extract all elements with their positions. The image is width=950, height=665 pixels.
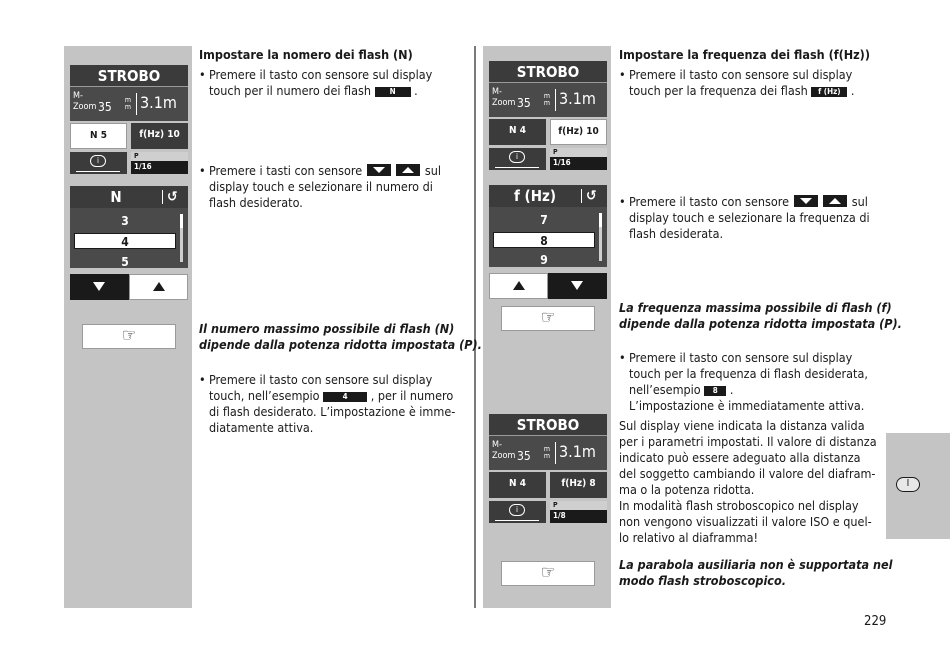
right-paragraph: Sul display viene indicata la distanza valida per i parametri impostati. Il valore di distanza indicato può essere adeguato alla distanza del soggetto cambiando il valore del diafram- ma o la potenza ridotta. In modalità flash stroboscopico nel display non vengono visualizzati il valore ISO e quel- lo relativo al diaframma! <box>619 418 877 545</box>
frequency-button[interactable]: f(Hz) 8 <box>550 472 607 498</box>
n-count-button[interactable]: N 4 <box>489 472 546 498</box>
strobo-display-1 <box>70 65 188 174</box>
frequency-key-icon: f (Hz) <box>811 87 847 97</box>
right-heading: Impostare la frequenza dei flash (f(Hz)) <box>619 47 870 62</box>
strobo-display-2 <box>489 61 607 170</box>
n-key-icon: N <box>375 87 411 97</box>
frequency-button[interactable]: f(Hz) 10 <box>131 123 188 149</box>
right-note-2: La parabola ausiliaria non è supportata nel modo flash stroboscopico. <box>619 557 893 588</box>
power-button[interactable]: P 1/16 <box>131 152 188 174</box>
list-item-selected[interactable]: 8 <box>493 232 595 248</box>
distance-value: 3.1m <box>140 93 177 112</box>
down-arrow-button[interactable] <box>70 274 129 300</box>
strobo-title: STROBO <box>70 65 188 87</box>
distance-value: 3.1m <box>559 442 596 461</box>
n-arrow-buttons <box>70 274 188 300</box>
list-item-selected[interactable]: 4 <box>74 233 176 249</box>
note-hand-icon: ☞ <box>501 306 595 331</box>
right-note: La frequenza massima possibile di flash (f) dipende dalla potenza ridotta impostata (P). <box>619 300 902 331</box>
value-8-key-icon: 8 <box>704 386 726 396</box>
up-arrow-icon <box>396 164 420 176</box>
left-bullet-3: • Premere il tasto con sensore sul display touch, nell’esempio 4 , per il numero di flash desiderato. L’impostazione è imme- diatamente attiva. <box>199 372 456 435</box>
note-hand-icon: ☞ <box>501 561 595 586</box>
info-icon: i <box>509 151 525 163</box>
n-selector <box>70 186 188 268</box>
right-bullet-3: • Premere il tasto con sensore sul display touch per la frequenza di flash desiderata, nell’esempio 8 . L’impostazione è immediatamente attiva. <box>619 350 868 413</box>
frequency-selector <box>489 185 607 267</box>
up-arrow-button[interactable] <box>548 273 607 299</box>
note-hand-icon: ☞ <box>82 324 176 349</box>
zoom-readout: M- Zoom 35 m m 3.1m <box>489 436 607 470</box>
info-button[interactable] <box>489 148 546 170</box>
language-tab-letter: I <box>896 477 920 492</box>
down-arrow-icon <box>794 195 818 207</box>
info-icon: i <box>509 504 525 516</box>
n-count-button[interactable]: N 5 <box>70 123 127 149</box>
zoom-readout: M- Zoom 35 m m 3.1m <box>489 83 607 117</box>
list-item[interactable]: 7 <box>540 213 548 227</box>
right-bullet-1: • Premere il tasto con sensore sul display touch per la frequenza dei flash f (Hz) . <box>619 67 855 98</box>
n-count-button[interactable]: N 4 <box>489 119 546 145</box>
strobo-title: STROBO <box>489 61 607 83</box>
back-icon[interactable]: ↺ <box>586 188 597 204</box>
power-button[interactable]: P 1/8 <box>550 501 607 523</box>
left-heading: Impostare la nomero dei flash (N) <box>199 47 413 62</box>
left-bullet-1: • Premere il tasto con sensore sul display touch per il numero dei flash N . <box>199 67 433 98</box>
left-bullet-2: • Premere i tasti con sensore sul display touch e selezionare il numero di flash desiderato. <box>199 163 442 210</box>
scrollbar[interactable] <box>599 213 602 261</box>
page-number: 229 <box>864 614 887 629</box>
back-icon[interactable]: ↺ <box>167 189 178 205</box>
list-item[interactable]: 9 <box>540 253 548 267</box>
list-item[interactable]: 5 <box>121 255 129 269</box>
info-button[interactable] <box>489 501 546 523</box>
left-note: Il numero massimo possibile di flash (N) dipende dalla potenza ridotta impostata (P). <box>199 321 482 352</box>
power-button[interactable]: P 1/16 <box>550 148 607 170</box>
scrollbar[interactable] <box>180 214 183 262</box>
right-bullet-2: • Premere il tasto con sensore sul display touch e selezionare la frequenza di flash desiderata. <box>619 194 870 241</box>
frequency-button[interactable]: f(Hz) 10 <box>550 119 607 145</box>
frequency-arrow-buttons <box>489 273 607 299</box>
info-icon: i <box>90 155 106 167</box>
up-arrow-button[interactable] <box>129 274 188 300</box>
value-4-key-icon: 4 <box>323 392 367 402</box>
frequency-selector-label: f (Hz) <box>513 187 557 205</box>
zoom-readout: M- Zoom 35 m m 3.1m <box>70 87 188 121</box>
list-item[interactable]: 3 <box>121 214 129 228</box>
up-arrow-icon <box>823 195 847 207</box>
info-button[interactable] <box>70 152 127 174</box>
strobo-title: STROBO <box>489 414 607 436</box>
distance-value: 3.1m <box>559 89 596 108</box>
strobo-display-3 <box>489 414 607 523</box>
n-selector-label: N <box>110 188 122 206</box>
down-arrow-button[interactable] <box>489 273 548 299</box>
down-arrow-icon <box>367 164 391 176</box>
